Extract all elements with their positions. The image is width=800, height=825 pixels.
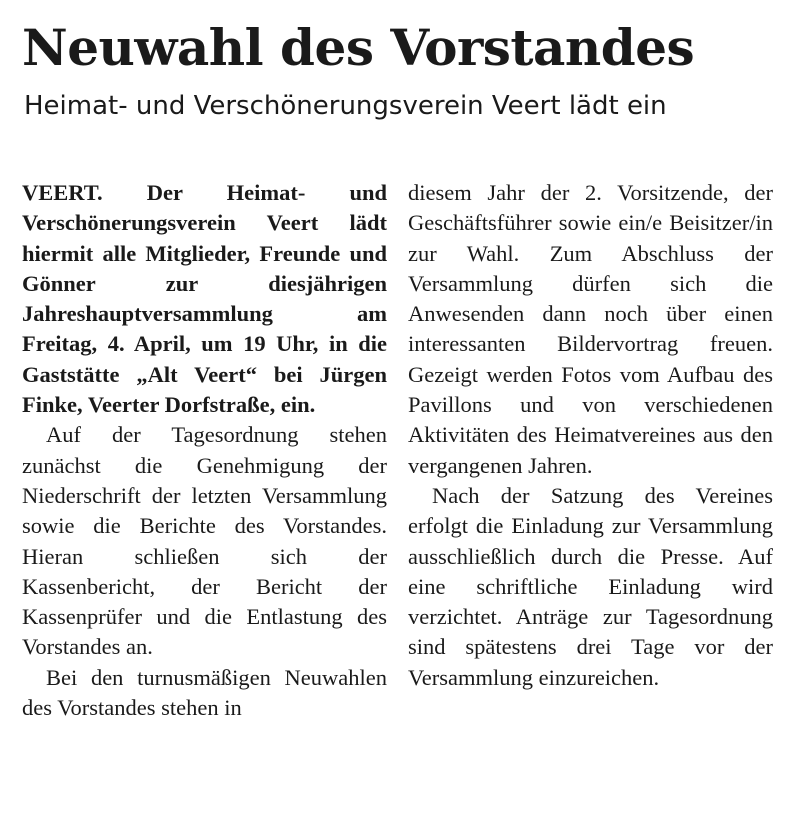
subheadline: Heimat- und Verschönerungsverein Veert lädt ein [24,91,667,121]
column-left [22,178,387,723]
body-paragraph-elections-end: diesem Jahr der 2. Vorsitzende, der Geschäftsführer sowie ein/e Beisitzer/in zur Wahl. Zum Abschluss der Versammlung dürfen sich die Anwesenden dann noch über einen interessanten Bildervortrag freuen. Gezeigt werden Fotos vom Aufbau des Pavillons und von verschiedenen Aktivitäten des Heimatvereines aus den vergangenen Jahren. [408,180,773,478]
column-right [408,178,773,693]
body-paragraph-agenda: Auf der Tagesordnung stehen zunächst die Genehmigung der Niederschrift der letzten Versammlung sowie die Berichte des Vorstandes. Hieran schließen sich der Kassenbericht, der Bericht der Kassenprüfer und die Entlastung des Vorstandes an. [22,422,387,660]
article-body [22,172,782,812]
body-paragraph-invitation: Nach der Satzung des Vereines erfolgt die Einladung zur Versammlung ausschließlich durch die Presse. Auf eine schriftliche Einladung wird verzichtet. Anträge zur Tagesordnung sind spätestens drei Tage vor der Versammlung einzureichen. [408,482,773,690]
lead-paragraph: VEERT. Der Heimat- und Verschönerungsverein Veert lädt hiermit alle Mitglieder, Freunde und Gönner zur diesjährigen Jahreshauptversammlung am Freitag, 4. April, um 19 Uhr, in die Gaststätte „Alt Veert“ bei Jürgen Finke, Veerter Dorfstraße, ein. [22,180,387,418]
article [22,0,782,721]
body-paragraph-elections-start: Bei den turnusmäßigen Neuwahlen des Vorstandes stehen in [22,664,387,721]
headline: Neuwahl des Vorstandes [22,18,695,77]
